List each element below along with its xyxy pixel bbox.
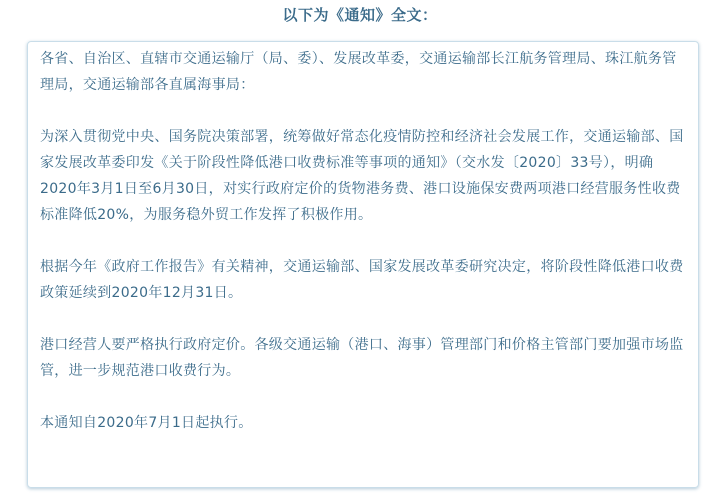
notice-paragraph-3: 港口经营人要严格执行政府定价。各级交通运输（港口、海事）管理部门和价格主管部门要加强市场监管，进一步规范港口收费行为。 [40, 337, 684, 379]
notice-paragraph-2: 根据今年《政府工作报告》有关精神，交通运输部、国家发展改革委研究决定，将阶段性降低港口收费政策延续到2020年12月31日。 [40, 259, 684, 301]
notice-paragraph-1: 为深入贯彻党中央、国务院决策部署，统筹做好常态化疫情防控和经济社会发展工作，交通运输部、国家发展改革委印发《关于阶段性降低港口收费标准等事项的通知》（交水发〔2020〕33号），明确2020年3月1日至6月30日，对实行政府定价的货物港务费、港口设施保安费两项港口经营服务性收费标准降低20%，为服务稳外贸工作发挥了积极作用。 [40, 129, 684, 223]
notice-closing: 本通知自2020年7月1日起执行。 [40, 415, 253, 431]
notice-content-box [27, 41, 699, 488]
notice-heading: 以下为《通知》全文： [282, 6, 438, 24]
notice-addressee: 各省、自治区、直辖市交通运输厅（局、委）、发展改革委，交通运输部长江航务管理局、珠江航务管理局，交通运输部各直属海事局： [40, 51, 677, 93]
